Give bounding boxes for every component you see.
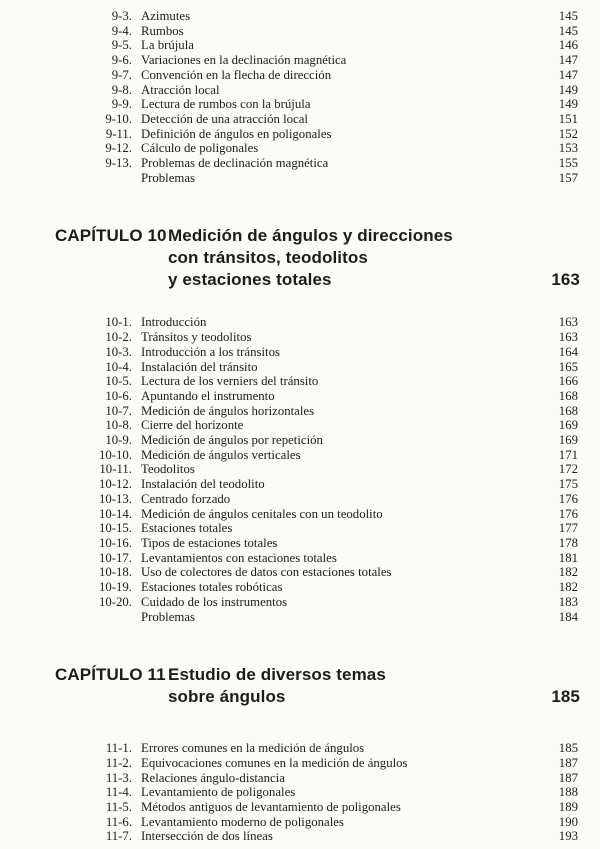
section-title: Problemas [141, 609, 196, 624]
section-title: Uso de colectores de datos con estaciones totales [141, 565, 392, 580]
section-title: Lectura de rumbos con la brújula [141, 97, 311, 112]
section-title: Problemas [141, 170, 196, 185]
section-title: Medición de ángulos cenitales con un teodolito [141, 506, 383, 521]
entry-page-number: 176 [558, 506, 578, 521]
entry-page-number: 181 [558, 550, 578, 565]
entry-page-number: 147 [558, 53, 578, 68]
section-number: 10-12. [98, 477, 132, 492]
entry-page-number: 193 [558, 829, 578, 844]
entry-page-number: 188 [558, 785, 578, 800]
section-number: 10-3. [105, 344, 132, 359]
toc-entry-row [0, 315, 600, 330]
section-number: 10-15. [98, 521, 132, 536]
toc-entry-row [0, 418, 600, 433]
entry-page-number: 149 [558, 97, 578, 112]
toc-entry-row [0, 536, 600, 551]
section-number: 9-11. [105, 126, 132, 141]
entry-page-number: 168 [558, 388, 578, 403]
toc-entry-row [0, 771, 600, 786]
section-number: 9-8. [111, 82, 132, 97]
chapter-title-line: Medición de ángulos y direcciones [168, 226, 453, 246]
section-title: Azimutes [141, 9, 191, 23]
section-number: 9-6. [111, 53, 132, 68]
toc-entry-row [0, 68, 600, 83]
toc-entry-row [0, 756, 600, 771]
section-number: 9-5. [111, 38, 132, 53]
section-title: Centrado forzado [141, 491, 231, 506]
toc-entry-row [0, 610, 600, 625]
chapter-title [168, 664, 551, 708]
section-number: 9-13. [105, 156, 132, 171]
entry-page-number: 178 [558, 535, 578, 550]
entry-page-number: 165 [558, 359, 578, 374]
toc-entry-row [0, 345, 600, 360]
toc-entry-row [0, 141, 600, 156]
section-title: Intersección de dos líneas [141, 829, 273, 844]
toc-entry-row [0, 360, 600, 375]
entry-page-number: 182 [558, 580, 578, 595]
toc-entry-row [0, 404, 600, 419]
section-number: 10-7. [105, 403, 132, 418]
entry-page-number: 177 [558, 521, 578, 536]
toc-entry-row [0, 551, 600, 566]
section-number: 9-9. [111, 97, 132, 112]
section-number: 10-1. [105, 315, 132, 330]
section-number: 11-1. [105, 741, 132, 756]
toc-entry-row [0, 156, 600, 171]
toc-entry-row [0, 462, 600, 477]
chapter-title-line: con tránsitos, teodolitos [168, 248, 368, 268]
section-number: 10-20. [98, 594, 132, 609]
chapter-title-line: sobre ángulos [168, 687, 286, 707]
entry-page-number: 187 [558, 755, 578, 770]
section-number: 11-7. [105, 829, 132, 844]
section-title: Lectura de los verniers del tránsito [141, 374, 319, 389]
entry-page-number: 190 [558, 814, 578, 829]
section-title: Definición de ángulos en poligonales [141, 126, 332, 141]
toc-entry-row [0, 374, 600, 389]
section-title: Introducción a los tránsitos [141, 344, 280, 359]
section-number: 10-11. [99, 462, 132, 477]
section-title: Cuidado de los instrumentos [141, 594, 288, 609]
section-title: Problemas de declinación magnética [141, 156, 329, 171]
section-number: 11-3. [105, 770, 132, 785]
section-number: 10-9. [105, 433, 132, 448]
entry-page-number: 185 [558, 741, 578, 756]
section-title: Medición de ángulos por repetición [141, 433, 323, 448]
entry-page-number: 145 [558, 9, 578, 23]
toc-entry-row [0, 521, 600, 536]
section-number: 10-19. [98, 580, 132, 595]
section-title: Atracción local [141, 82, 220, 97]
toc-entries-block [0, 315, 600, 624]
section-number: 10-10. [98, 447, 132, 462]
section-title: Teodolitos [141, 462, 195, 477]
toc-entry-row [0, 785, 600, 800]
section-number: 10-4. [105, 359, 132, 374]
section-title: Instalación del tránsito [141, 359, 258, 374]
section-number: 9-12. [105, 141, 132, 156]
toc-entry-row [0, 492, 600, 507]
chapter-title-line: y estaciones totales [168, 270, 332, 290]
section-number: 10-5. [105, 374, 132, 389]
section-number: 9-10. [105, 111, 132, 126]
chapter-label: CAPÍTULO 10 [55, 226, 167, 246]
toc-entry-row [0, 389, 600, 404]
chapter-page-number: 163 [551, 270, 580, 290]
section-title: Medición de ángulos horizontales [141, 403, 315, 418]
toc-entry-row [0, 127, 600, 142]
entry-page-number: 155 [558, 156, 578, 171]
section-title: Detección de una atracción local [141, 111, 308, 126]
entry-page-number: 184 [558, 609, 578, 624]
entry-page-number: 153 [558, 141, 578, 156]
section-title: Tipos de estaciones totales [141, 535, 278, 550]
toc-entry-row [0, 83, 600, 98]
chapter-heading [0, 225, 600, 291]
section-title: Relaciones ángulo-distancia [141, 770, 285, 785]
entry-page-number: 176 [558, 491, 578, 506]
section-title: Cálculo de poligonales [141, 141, 259, 156]
toc-entries-block [0, 741, 600, 844]
section-number: 11-5. [105, 800, 132, 815]
entry-page-number: 146 [558, 38, 578, 53]
section-title: Apuntando el instrumento [141, 388, 275, 403]
toc-entry-row [0, 38, 600, 53]
entry-page-number: 157 [558, 170, 578, 185]
chapter-title [168, 225, 551, 291]
chapter-title-line: Estudio de diversos temas [168, 665, 386, 685]
section-number: 10-13. [98, 491, 132, 506]
entry-page-number: 145 [558, 23, 578, 38]
entry-page-number: 172 [558, 462, 578, 477]
section-number: 10-2. [105, 330, 132, 345]
section-title: Variaciones en la declinación magnética [141, 53, 347, 68]
section-number: 10-8. [105, 418, 132, 433]
chapter-page-number: 185 [551, 687, 580, 707]
section-number: 11-6. [105, 814, 132, 829]
toc-entry-row [0, 815, 600, 830]
toc-entry-row [0, 477, 600, 492]
section-number: 9-3. [111, 9, 132, 23]
chapter-heading [0, 664, 600, 708]
entry-page-number: 171 [558, 447, 578, 462]
section-number: 10-17. [98, 550, 132, 565]
toc-entry-row [0, 829, 600, 844]
section-number: 9-7. [111, 67, 132, 82]
toc-entry-row [0, 741, 600, 756]
section-number: 10-18. [98, 565, 132, 580]
section-number: 9-4. [111, 23, 132, 38]
entry-page-number: 166 [558, 374, 578, 389]
section-number: 10-14. [98, 506, 132, 521]
toc-entry-row [0, 24, 600, 39]
entry-page-number: 163 [558, 315, 578, 330]
toc-entry-row [0, 53, 600, 68]
section-number: 10-6. [105, 388, 132, 403]
toc-entry-row [0, 112, 600, 127]
entry-page-number: 169 [558, 418, 578, 433]
toc-entry-row [0, 565, 600, 580]
toc-entry-row [0, 580, 600, 595]
section-title: Convención en la flecha de dirección [141, 67, 332, 82]
section-title: Introducción [141, 315, 207, 330]
toc-entry-row [0, 9, 600, 24]
toc-entry-row [0, 433, 600, 448]
entry-page-number: 183 [558, 594, 578, 609]
section-title: Equivocaciones comunes en la medición de ángulos [141, 755, 408, 770]
entry-page-number: 163 [558, 330, 578, 345]
toc-entry-row [0, 448, 600, 463]
toc-entry-row [0, 97, 600, 112]
section-title: Métodos antiguos de levantamiento de poligonales [141, 800, 401, 815]
entry-page-number: 151 [558, 111, 578, 126]
section-title: Levantamiento de poligonales [141, 785, 296, 800]
section-number: 11-4. [105, 785, 132, 800]
toc-entry-row [0, 800, 600, 815]
section-title: Levantamientos con estaciones totales [141, 550, 337, 565]
chapter-label: CAPÍTULO 11 [55, 665, 166, 685]
section-title: Estaciones totales robóticas [141, 580, 283, 595]
entry-page-number: 164 [558, 344, 578, 359]
section-title: La brújula [141, 38, 194, 53]
entry-page-number: 169 [558, 433, 578, 448]
section-title: Medición de ángulos verticales [141, 447, 301, 462]
toc-entry-row [0, 595, 600, 610]
entry-page-number: 149 [558, 82, 578, 97]
toc-entry-row [0, 330, 600, 345]
entry-page-number: 168 [558, 403, 578, 418]
section-title: Errores comunes en la medición de ángulos [141, 741, 365, 756]
section-title: Instalación del teodolito [141, 477, 265, 492]
section-title: Levantamiento moderno de poligonales [141, 814, 344, 829]
entry-page-number: 175 [558, 477, 578, 492]
toc-entry-row [0, 507, 600, 522]
entry-page-number: 187 [558, 770, 578, 785]
section-number: 11-2. [105, 755, 132, 770]
entry-page-number: 152 [558, 126, 578, 141]
entry-page-number: 189 [558, 800, 578, 815]
section-title: Estaciones totales [141, 521, 233, 536]
section-number: 10-16. [98, 535, 132, 550]
section-title: Rumbos [141, 23, 184, 38]
toc-entry-row [0, 171, 600, 186]
section-title: Tránsitos y teodolitos [141, 330, 252, 345]
toc-entries-block [0, 9, 600, 185]
section-title: Cierre del horizonte [141, 418, 244, 433]
entry-page-number: 182 [558, 565, 578, 580]
entry-page-number: 147 [558, 67, 578, 82]
